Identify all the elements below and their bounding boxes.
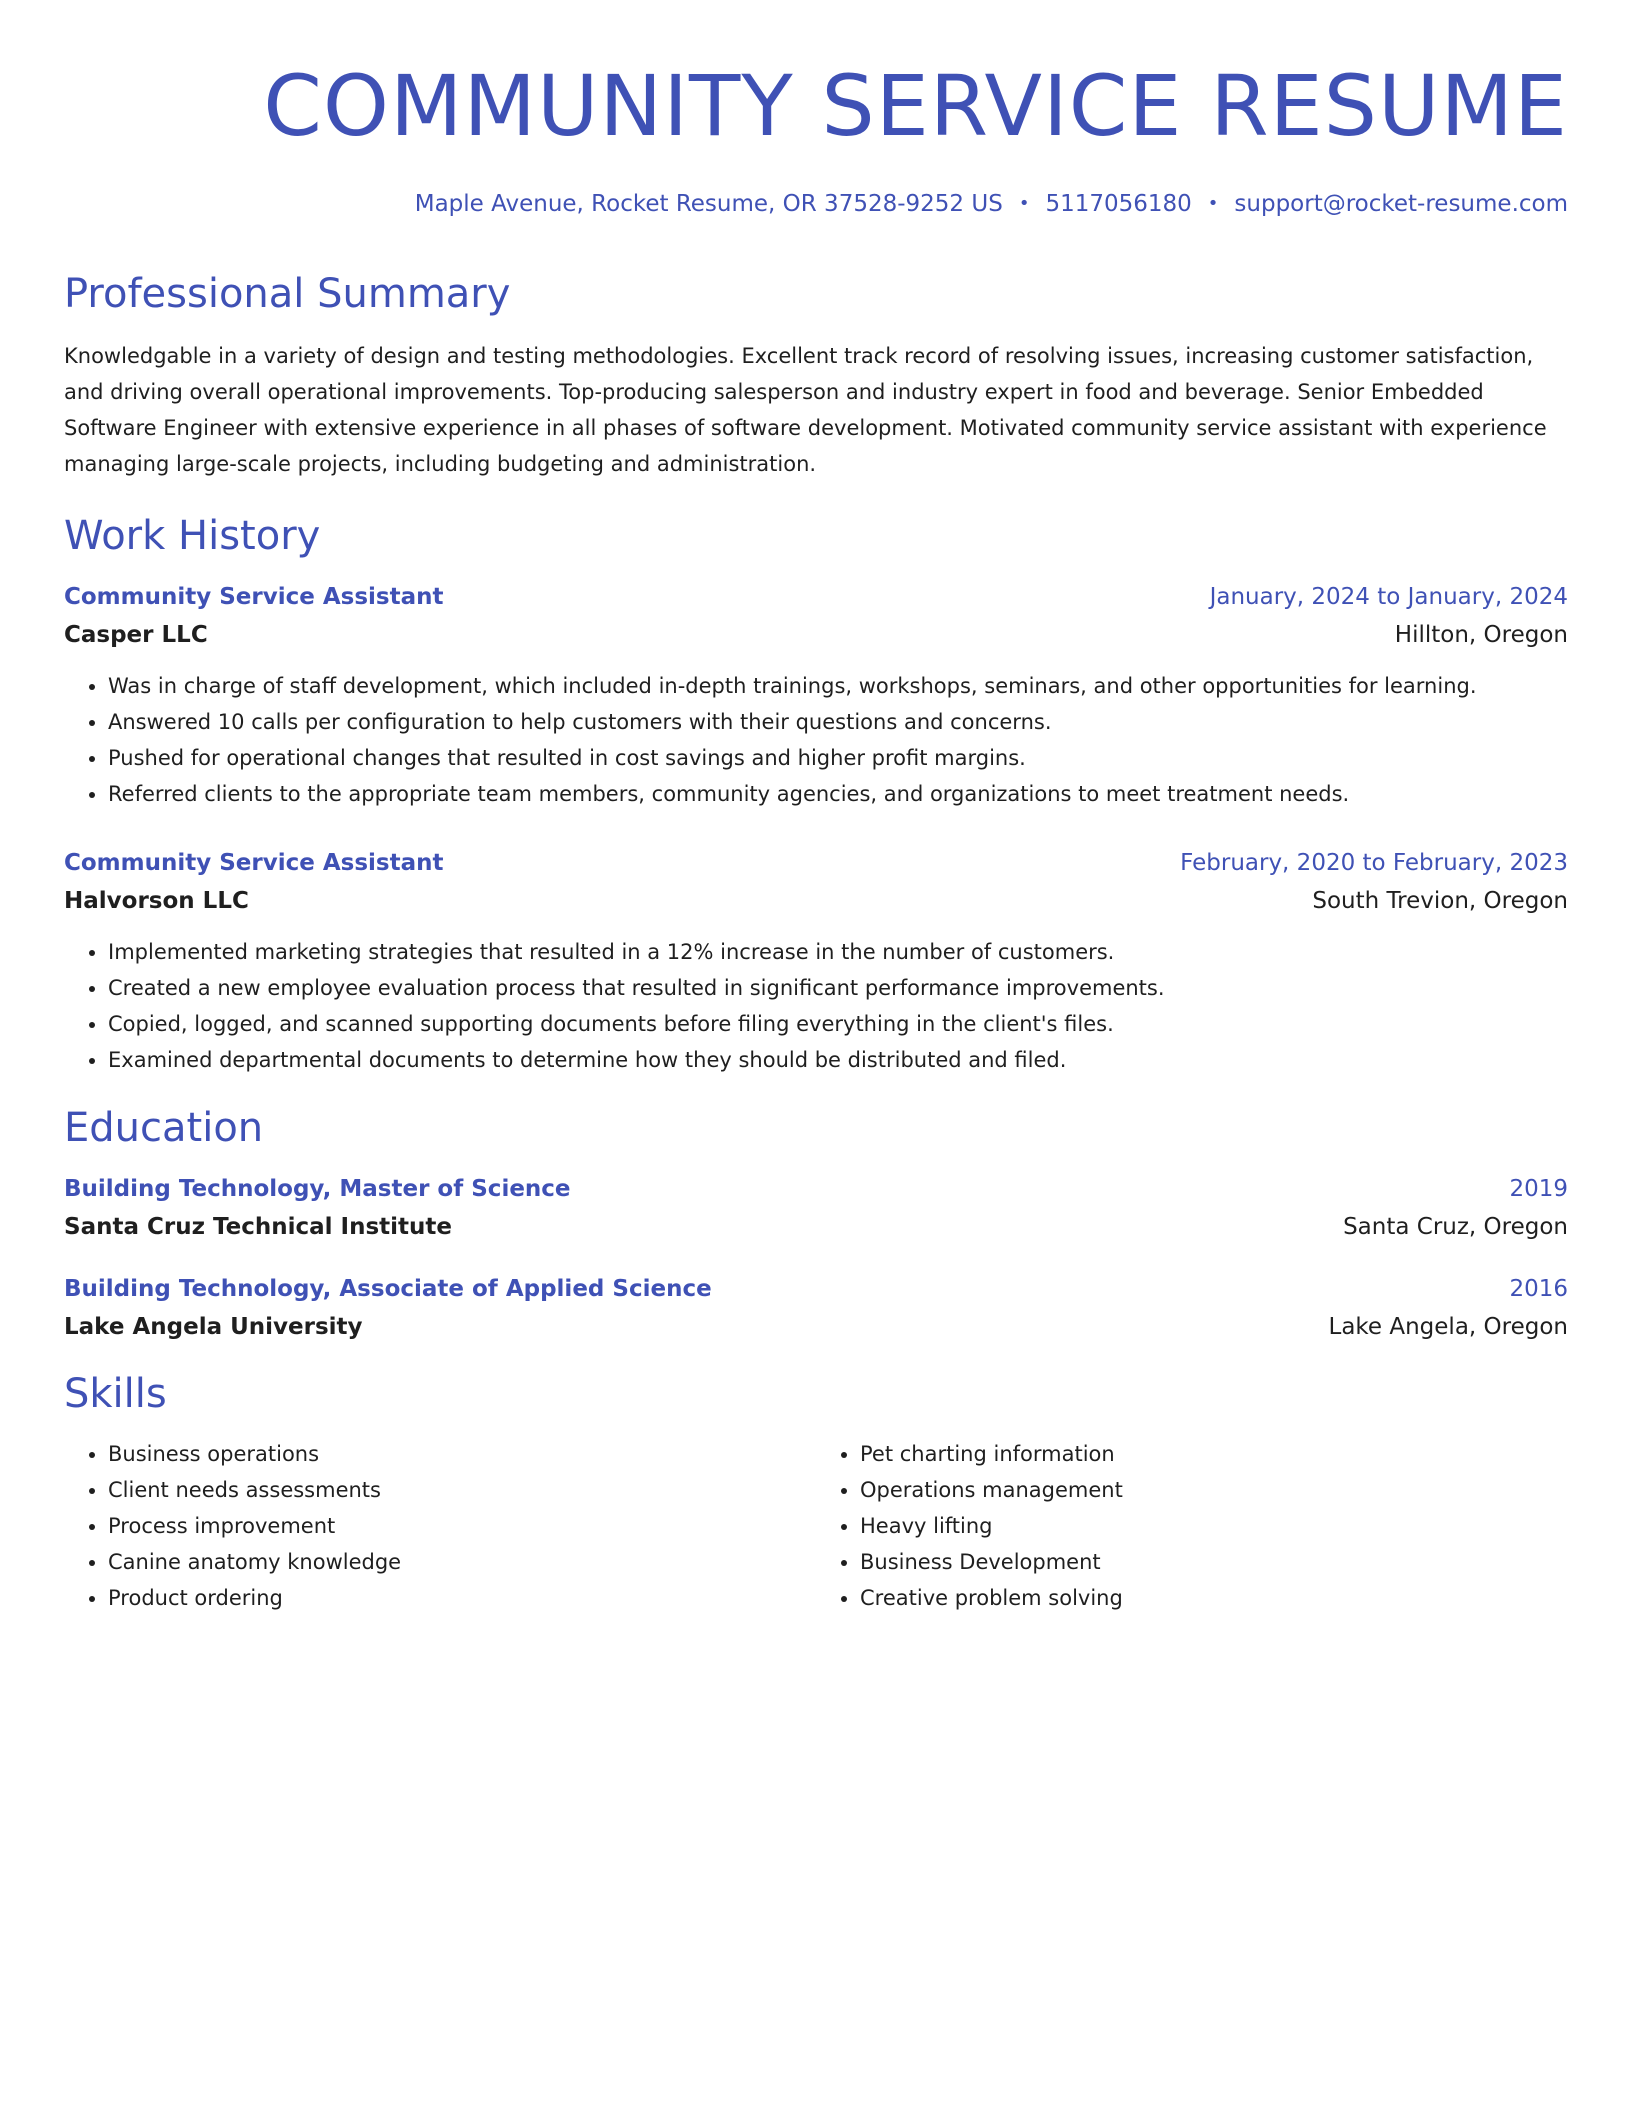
- skills-list-left: [64, 1436, 816, 1616]
- contact-separator: •: [1018, 193, 1030, 214]
- contact-address: Maple Avenue, Rocket Resume, OR 37528-9252 US: [414, 191, 1003, 217]
- skills-columns: [64, 1436, 1568, 1616]
- contact-separator: •: [1207, 193, 1219, 214]
- work-history-section: [64, 512, 1568, 1078]
- job-company-row: [64, 886, 1568, 916]
- education-school: Santa Cruz Technical Institute: [64, 1214, 452, 1240]
- job-title-row: [64, 582, 1568, 612]
- education-degree-row: [64, 1174, 1568, 1204]
- education-degree: Building Technology, Associate of Applied Science: [64, 1276, 712, 1302]
- skill-item: • Heavy lifting: [860, 1508, 1568, 1544]
- skill-item: • Creative problem solving: [860, 1580, 1568, 1616]
- skills-list-right: [816, 1436, 1568, 1616]
- skill-item: • Operations management: [860, 1472, 1568, 1508]
- resume-header: [64, 56, 1568, 218]
- job-entry: [64, 848, 1568, 1078]
- education-degree-row: [64, 1274, 1568, 1304]
- education-degree: Building Technology, Master of Science: [64, 1176, 571, 1202]
- skill-item: • Pet charting information: [860, 1436, 1568, 1472]
- resume-title: COMMUNITY SERVICE RESUME: [263, 57, 1568, 155]
- job-company: Casper LLC: [64, 622, 208, 648]
- contact-phone: 5117056180: [1045, 191, 1192, 217]
- work-history-heading: Work History: [64, 513, 321, 559]
- job-bullet: • Referred clients to the appropriate team members, community agencies, and organizations to meet treatment needs.: [108, 776, 1568, 812]
- education-school-row: [64, 1312, 1568, 1342]
- job-title-row: [64, 848, 1568, 878]
- summary-heading: Professional Summary: [64, 271, 511, 317]
- job-bullet: • Pushed for operational changes that resulted in cost savings and higher profit margins.: [108, 740, 1568, 776]
- contact-line: [64, 190, 1568, 218]
- job-bullets: [64, 934, 1568, 1078]
- job-bullet: • Answered 10 calls per configuration to help customers with their questions and concerns.: [108, 704, 1568, 740]
- skill-item: • Process improvement: [108, 1508, 816, 1544]
- skills-section: [64, 1370, 1568, 1616]
- education-heading: Education: [64, 1105, 264, 1151]
- job-role: Community Service Assistant: [64, 850, 444, 876]
- education-year: 2019: [1509, 1176, 1568, 1202]
- job-bullet: • Was in charge of staff development, which included in-depth trainings, workshops, seminars, and other opportunities for learning.: [108, 668, 1568, 704]
- job-role: Community Service Assistant: [64, 584, 444, 610]
- skill-item: • Business operations: [108, 1436, 816, 1472]
- job-bullet: • Created a new employee evaluation process that resulted in significant performance improvements.: [108, 970, 1568, 1006]
- education-location: Santa Cruz, Oregon: [1343, 1214, 1568, 1240]
- summary-text: Knowledgable in a variety of design and testing methodologies. Excellent track record of resolving issues, increasing customer satisfaction, and driving overall operational improvements. Top-producing salesperson and industry expert in food and beverage. Senior Embedded Software Engineer with extensive experience in all phases of software development. Motivated community service assistant with experience managing large-scale projects, including budgeting and administration.: [64, 344, 1547, 476]
- skill-item: • Business Development: [860, 1544, 1568, 1580]
- job-bullet: • Implemented marketing strategies that resulted in a 12% increase in the number of customers.: [108, 934, 1568, 970]
- skill-item: • Canine anatomy knowledge: [108, 1544, 816, 1580]
- education-school-row: [64, 1212, 1568, 1242]
- education-year: 2016: [1509, 1276, 1568, 1302]
- job-entry: [64, 582, 1568, 812]
- education-school: Lake Angela University: [64, 1314, 363, 1340]
- education-location: Lake Angela, Oregon: [1328, 1314, 1568, 1340]
- job-company-row: [64, 620, 1568, 650]
- job-bullet: • Examined departmental documents to determine how they should be distributed and filed.: [108, 1042, 1568, 1078]
- summary-section: [64, 270, 1568, 482]
- education-section: [64, 1104, 1568, 1342]
- skill-item: • Client needs assessments: [108, 1472, 816, 1508]
- job-location: South Trevion, Oregon: [1312, 888, 1568, 914]
- job-bullet: • Copied, logged, and scanned supporting documents before filing everything in the client's files.: [108, 1006, 1568, 1042]
- job-company: Halvorson LLC: [64, 888, 249, 914]
- contact-email[interactable]: support@rocket-resume.com: [1234, 191, 1568, 217]
- job-bullets: [64, 668, 1568, 812]
- job-dates: February, 2020 to February, 2023: [1180, 850, 1568, 876]
- job-dates: January, 2024 to January, 2024: [1209, 584, 1568, 610]
- skill-item: • Product ordering: [108, 1580, 816, 1616]
- education-entry: [64, 1274, 1568, 1342]
- skills-heading: Skills: [64, 1371, 167, 1417]
- job-location: Hillton, Oregon: [1394, 622, 1568, 648]
- education-entry: [64, 1174, 1568, 1242]
